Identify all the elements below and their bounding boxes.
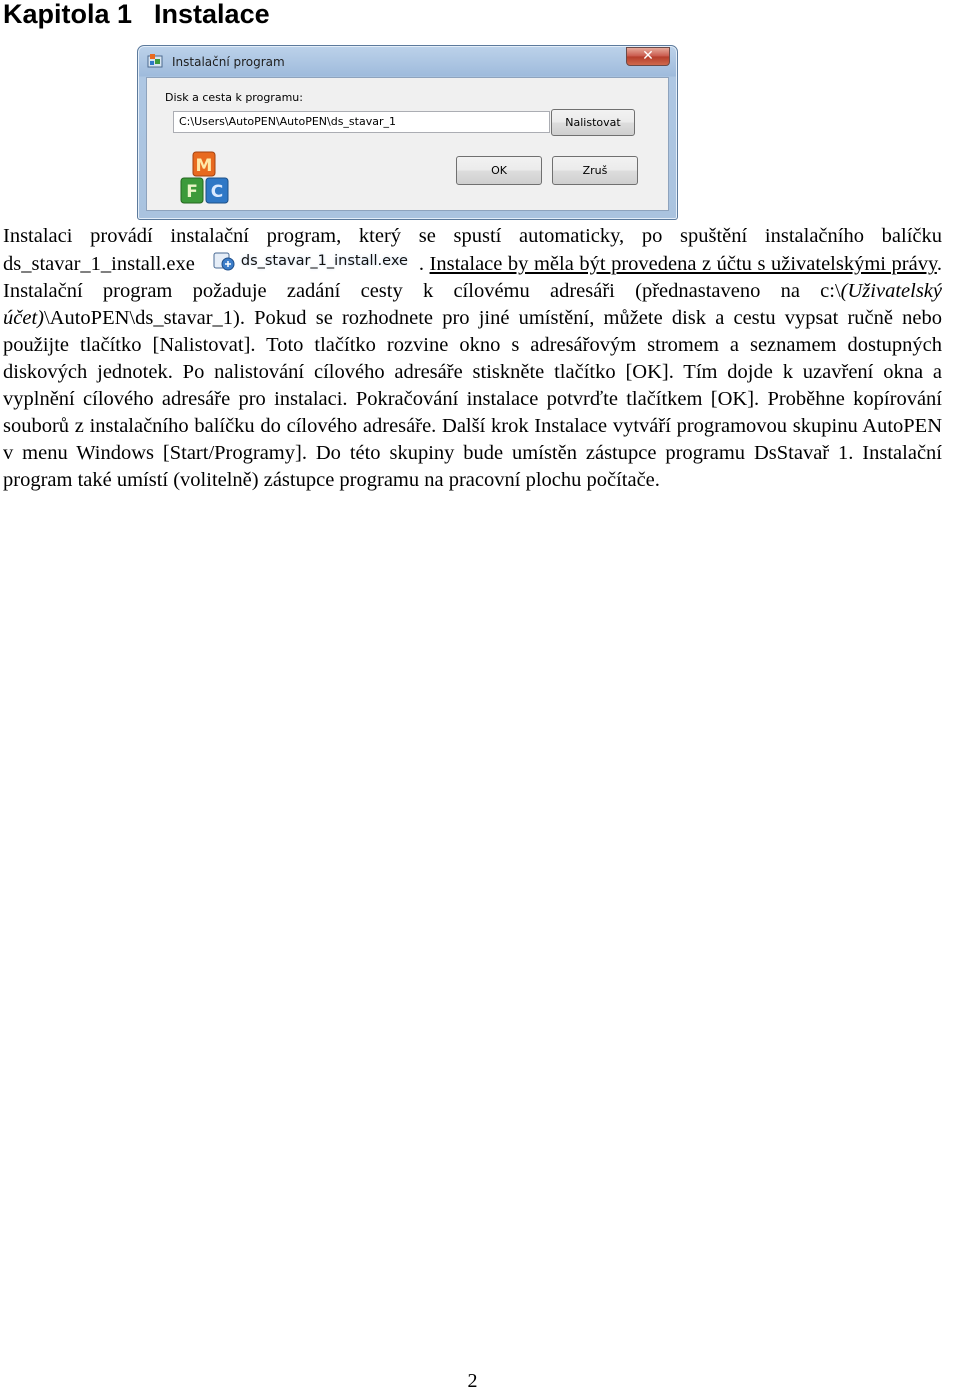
path-input[interactable]: C:\Users\AutoPEN\AutoPEN\ds_stavar_1 <box>173 111 550 133</box>
logo-letter-m: M <box>195 156 213 176</box>
mfc-logo-icon <box>179 150 231 206</box>
installer-icon <box>147 53 163 69</box>
logo-letter-f: F <box>186 182 198 202</box>
close-button[interactable]: ✕ <box>626 47 670 66</box>
browse-button[interactable]: Nalistovat <box>551 109 635 136</box>
chapter-title: Instalace <box>154 0 270 29</box>
logo-letter-c: C <box>210 182 224 202</box>
paragraph-text-1: Instalaci provádí instalační program, který se spustí automaticky, po spuštění instalačního balíčku ds_stavar_1_install.exe <box>3 225 942 275</box>
user-account-placeholder: (Uživatelský účet) <box>3 280 942 329</box>
dialog-title: Instalační program <box>172 55 285 69</box>
exe-file-label: ds_stavar_1_install.exe <box>240 253 408 269</box>
installer-dialog <box>137 45 678 220</box>
paragraph-text-3: . Instalační program požaduje zadání cesty k cílovému adresáři (přednastaveno na c:\ <box>3 253 943 302</box>
body-paragraph <box>3 223 942 494</box>
paragraph-text-4: \AutoPEN\ds_stavar_1). Pokud se rozhodnete pro jiné umístění, můžete disk a cestu vypsat ručně nebo použijte tlačítko [Nalistovat]. Toto tlačítko rozvine okno s adresářovým stromem a seznamem dostupných diskových jednotek. Po nalistování cílového adresáře stiskněte tlačítko [OK]. Tím dojde k uzavření okna a vyplnění cílového adresáře pro instalaci. Pokračování instalace potvrďte tlačítkem [OK]. Proběhne kopírování souborů z instalačního balíčku do cílového adresáře. Další krok Instalace vytváří programovou skupinu AutoPEN v menu Windows [Start/Programy]. Do této skupiny bude umístěn zástupce programu DsStavař 1. Instalační program také umístí (volitelně) zástupce programu na pracovní plochu počítače. <box>3 307 942 491</box>
user-rights-link[interactable]: Instalace by měla být provedena z účtu s uživatelskými právy <box>429 253 937 275</box>
chapter-number: Kapitola 1 <box>3 0 133 29</box>
path-label: Disk a cesta k programu: <box>165 91 303 104</box>
page-number: 2 <box>467 1370 478 1392</box>
ok-button[interactable]: OK <box>456 156 542 185</box>
paragraph-text-2: . <box>418 253 430 275</box>
chapter-heading <box>3 0 270 32</box>
cancel-button[interactable]: Zruš <box>552 156 638 185</box>
exe-file-item <box>195 250 419 274</box>
exe-file-icon <box>213 250 235 272</box>
